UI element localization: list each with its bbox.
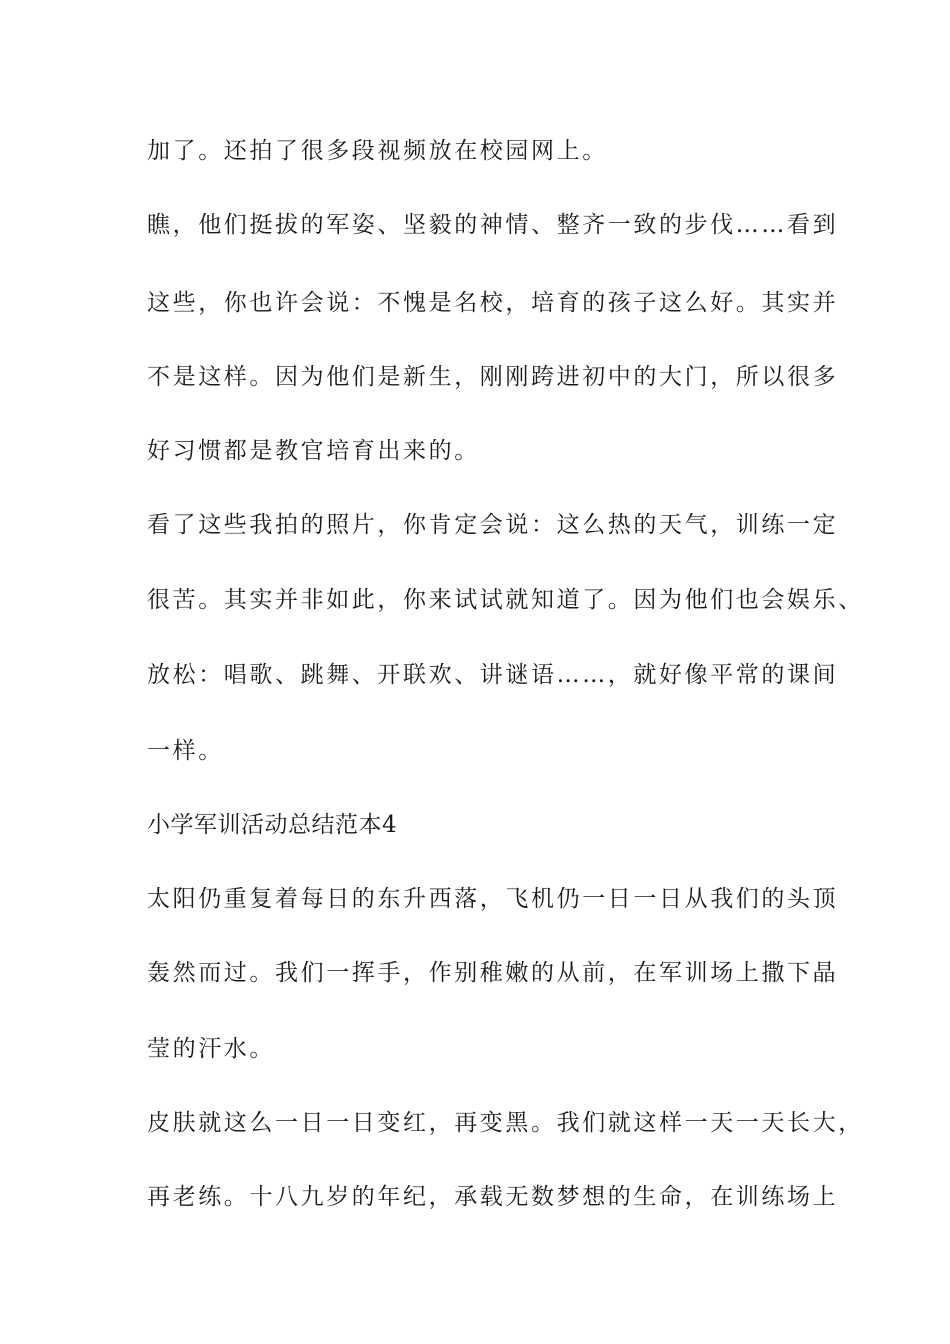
paragraph-line: 太阳仍重复着每日的东升西落，飞机仍一日一日从我们的头顶 — [147, 886, 839, 912]
paragraph-line: 轰然而过。我们一挥手，作别稚嫩的从前，在军训场上撒下晶 — [147, 960, 839, 986]
paragraph-line: 这些，你也许会说：不愧是名校，培育的孩子这么好。其实并 — [147, 290, 839, 316]
paragraph-line: 不是这样。因为他们是新生，刚刚跨进初中的大门，所以很多 — [147, 364, 839, 390]
paragraph-line: 放松：唱歌、跳舞、开联欢、讲谜语……，就好像平常的课间 — [147, 662, 839, 688]
paragraph-line: 很苦。其实并非如此，你来试试就知道了。因为他们也会娱乐、 — [147, 587, 864, 613]
paragraph-line: 好习惯都是教官培育出来的。 — [147, 438, 480, 464]
paragraph-line: 皮肤就这么一日一日变红，再变黑。我们就这样一天一天长大， — [147, 1110, 864, 1136]
paragraph-line: 莹的汗水。 — [147, 1036, 275, 1062]
paragraph-line: 瞧，他们挺拔的军姿、坚毅的神情、整齐一致的步伐……看到 — [147, 212, 839, 238]
paragraph-line: 再老练。十八九岁的年纪，承载无数梦想的生命，在训练场上 — [147, 1184, 839, 1210]
section-heading: 小学军训活动总结范本4 — [147, 812, 398, 838]
paragraph-line: 一样。 — [147, 738, 224, 764]
paragraph-line: 看了这些我拍的照片，你肯定会说：这么热的天气，训练一定 — [147, 512, 839, 538]
paragraph-line: 加了。还拍了很多段视频放在校园网上。 — [147, 138, 608, 164]
